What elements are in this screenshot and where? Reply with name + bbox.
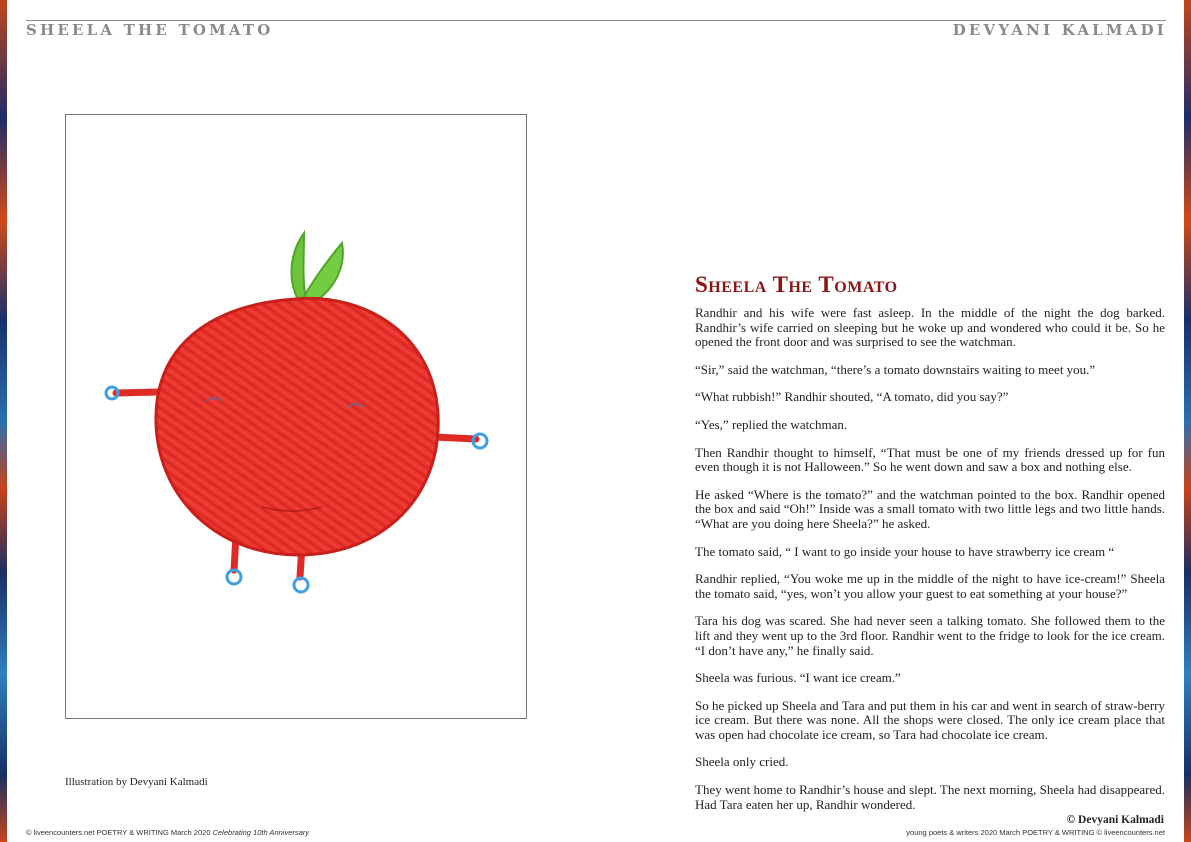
tomato-illustration [65,114,527,719]
story-paragraph: Sheela only cried. [695,754,789,770]
footer-left [26,828,309,837]
tomato-drawing [66,115,526,718]
right-decorative-border [1184,0,1191,842]
story-paragraph: “What rubbish!” Randhir shouted, “A tomato, did you say?” [695,389,1009,405]
story-paragraph: Randhir replied, “You woke me up in the middle of the night to have ice-cream!” Sheela the tomato said, “yes, won’t you allow your guest to eat something at your house?” [695,571,1165,601]
illustration-caption: Illustration by Devyani Kalmadi [65,776,208,788]
story-paragraph: The tomato said, “ I want to go inside your house to have strawberry ice cream “ [695,543,1115,559]
story-paragraph: Randhir and his wife were fast asleep. In the middle of the night the dog barked. Randhir’s wife carried on sleeping but he woke up and wondered who could it be. So he opened the front door and was surprised to see the watchman. [695,305,1165,350]
left-decorative-border [0,0,7,842]
header-author: DEVYANI KALMADI [952,21,1167,39]
story-paragraph: “Yes,” replied the watchman. [695,416,848,432]
story-title: Sheela The Tomato [695,272,898,297]
story-paragraph: They went home to Randhir’s house and slept. The next morning, Sheela had disappeared. Had Tara eaten her up, Randhir wondered. [695,782,1165,812]
story-paragraph: So he picked up Sheela and Tara and put them in his car and went in search of straw-berry ice cream. But there was none. All the shops were closed. The only ice cream place that was open had chocolate ice cream, so Tara had chocolate ice cream. [695,697,1165,742]
author-signature: © Devyani Kalmadi [1066,814,1164,826]
footer-left-italic: Celebrating 10th Anniversary [212,828,310,837]
story-paragraph: He asked “Where is the tomato?” and the watchman pointed to the box. Randhir opened the box and said “Oh!” Inside was a small tomato with two little legs and two little hands. “What are you doing here Sheela?” he asked. [695,486,1165,531]
story-column [695,272,1165,825]
footer-right: young poets & writers 2020 March POETRY & WRITING © liveencounters.net [906,828,1165,837]
story-paragraph: Tara his dog was scared. She had never seen a talking tomato. She followed them to the lift and they went up to the 3rd floor. Randhir went to the fridge to look for the ice cream. “I don’t have any,” he finally said. [695,613,1165,658]
magazine-page [7,0,1184,842]
story-paragraph: Sheela was furious. “I want ice cream.” [695,670,901,686]
story-paragraph: Then Randhir thought to himself, “That must be one of my friends dressed up for fun even though it is not Halloween.” So he went down and saw a box and nothing else. [695,444,1165,475]
footer-left-text: © liveencounters.net POETRY & WRITING March 2020 [26,828,211,837]
header-title: SHEELA THE TOMATO [26,21,274,39]
story-paragraph: “Sir,” said the watchman, “there’s a tomato downstairs waiting to meet you.” [695,361,1096,377]
